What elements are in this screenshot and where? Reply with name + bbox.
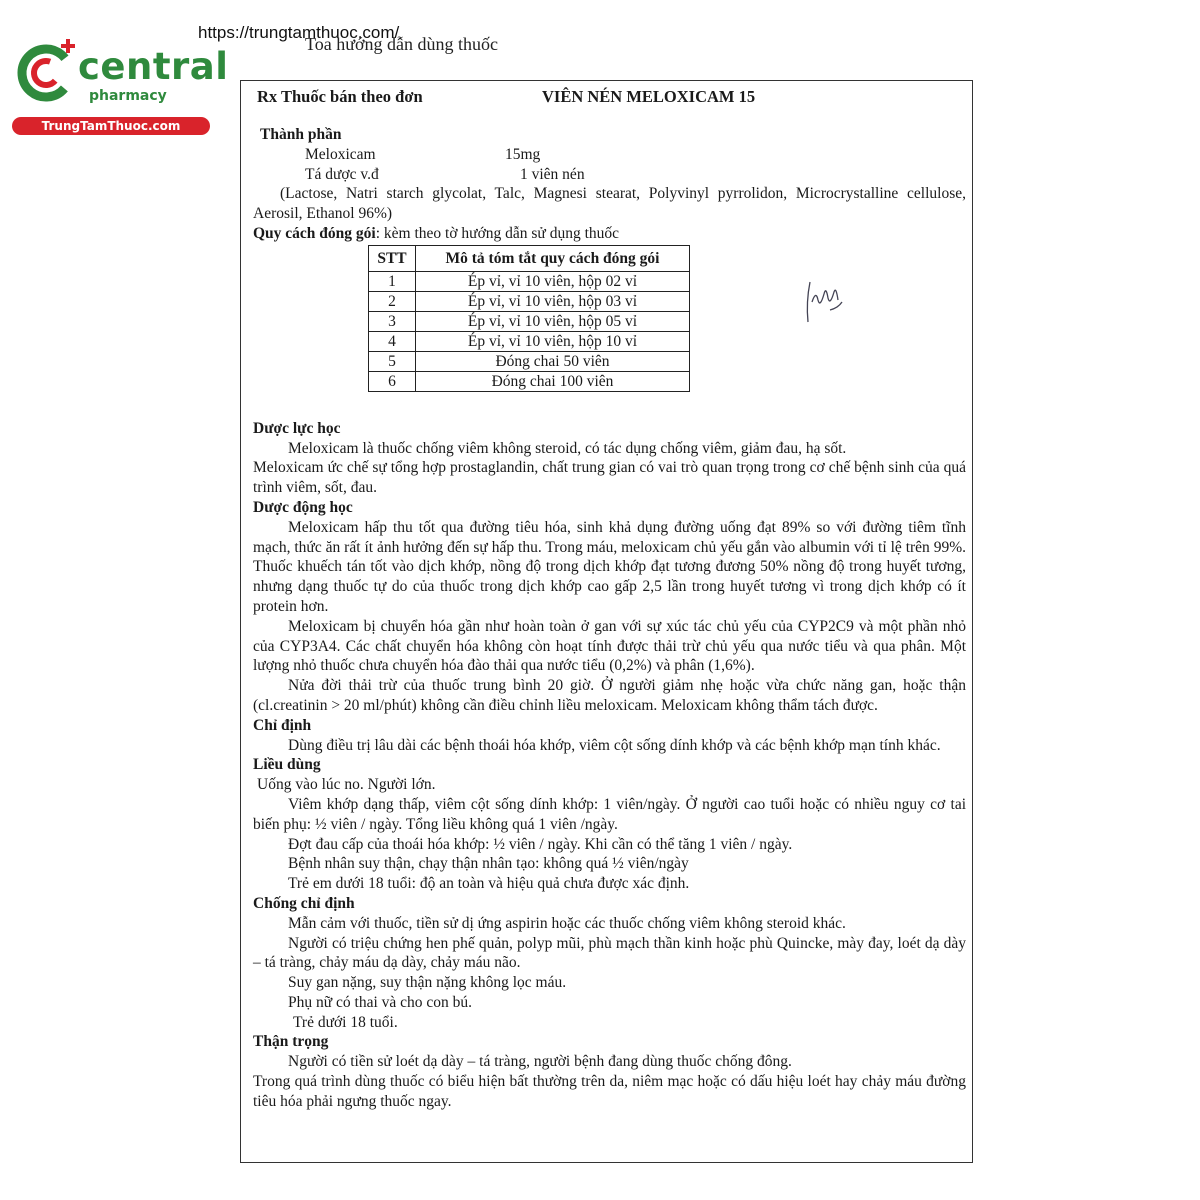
paragraph: Uống vào lúc no. Người lớn. [257, 776, 436, 794]
paragraph: Viêm khớp dạng thấp, viêm cột sống dính khớp: 1 viên/ngày. Ở người cao tuổi hoặc có nhiều nguy cơ tai biến phụ: ½ viên / ngày. Tổng liều không quá 1 viên /ngày. [253, 795, 966, 833]
paragraph: Đợt đau cấp của thoái hóa khớp: ½ viên / ngày. Khi cần có thể tăng 1 viên / ngày. [288, 835, 793, 853]
pharmacodynamics-heading: Dược lực học [253, 419, 341, 437]
paragraph: Trẻ dưới 18 tuổi. [293, 1013, 398, 1031]
paragraph: Meloxicam ức chế sự tổng hợp prostaglandin, chất trung gian có vai trò quan trọng trong cơ chế bệnh sinh của quá trình viêm, sốt, đau. [253, 459, 966, 497]
paragraph: Phụ nữ có thai và cho con bú. [288, 993, 473, 1011]
paragraph: Dùng điều trị lâu dài các bệnh thoái hóa khớp, viêm cột sống dính khớp và các bệnh khớp mạn tính khác. [288, 736, 941, 754]
logo-site-badge: TrungTamThuoc.com [12, 117, 210, 135]
table-row: 3 Ép vỉ, vỉ 10 viên, hộp 05 vỉ [369, 311, 690, 331]
composition-row: Meloxicam 15mg [305, 145, 541, 163]
paragraph: Bệnh nhân suy thận, chạy thận nhân tạo: không quá ½ viên/ngày [288, 855, 689, 873]
paragraph: Nửa đời thải trừ của thuốc trung bình 20 giờ. Ở người giảm nhẹ hoặc vừa chức năng gan, hoặc thận (cl.creatinin > 20 ml/phút) không cần điều chỉnh liều meloxicam. Meloxicam không thẩm tách được. [253, 677, 966, 714]
paragraph: Trong quá trình dùng thuốc có biểu hiện bất thường trên da, niêm mạc hoặc có dấu hiệu loét hay chảy máu đường tiêu hóa phải ngưng thuốc ngay. [253, 1073, 966, 1110]
paragraph: Meloxicam bị chuyển hóa gần như hoàn toàn ở gan với sự xúc tác chủ yếu của CYP2C9 và một phần nhỏ của CYP3A4. Các chất chuyển hóa không còn hoạt tính được thải trừ chủ yếu qua nước tiểu và qua phân. Một lượng nhỏ thuốc chưa chuyển hóa đào thải qua nước tiểu (0,2%) và phân (1,6%). [253, 617, 966, 675]
paragraph: Meloxicam hấp thu tốt qua đường tiêu hóa, sinh khả dụng đường uống đạt 89% so với đường tiêm tĩnh mạch, thức ăn rất ít ảnh hưởng đến sự hấp thu. Trong máu, meloxicam chủ yếu gắn vào albumin với tỉ lệ trên 99%. Thuốc khuếch tán tốt vào dịch khớp, nồng độ trong dịch khớp đạt tương đương 50% nồng độ trong huyết tương, nhưng dạng thuốc tự do của thuốc trong dịch khớp cao gấp 2,5 lần trong huyết tương vì trong dịch khớp có ít protein hơn. [253, 518, 966, 615]
precautions-heading: Thận trọng [253, 1033, 329, 1051]
table-row: 5 Đóng chai 50 viên [369, 351, 690, 371]
table-row: 2 Ép vỉ, vỉ 10 viên, hộp 03 vỉ [369, 291, 690, 311]
dosage-heading: Liều dùng [253, 756, 321, 774]
leaflet-content [253, 125, 966, 1112]
excipients-text: (Lactose, Natri starch glycolat, Talc, Magnesi stearat, Polyvinyl pyrrolidon, Microcrystalline cellulose, Aerosil, Ethanol 96%) [253, 185, 966, 223]
paragraph: Mẫn cảm với thuốc, tiền sử dị ứng aspirin hoặc các thuốc chống viêm không steroid khác. [288, 914, 846, 932]
table-header: STT [369, 245, 416, 271]
paragraph: Người có tiền sử loét dạ dày – tá tràng, người bệnh đang dùng thuốc chống đông. [288, 1053, 792, 1071]
paragraph: Trẻ em dưới 18 tuổi: độ an toàn và hiệu quả chưa được xác định. [288, 875, 690, 893]
logo-subtitle: pharmacy [89, 88, 167, 104]
indications-heading: Chỉ định [253, 716, 312, 734]
paragraph: Meloxicam là thuốc chống viêm không steroid, có tác dụng chống viêm, giảm đau, hạ sốt. [288, 439, 847, 457]
contraindications-heading: Chống chỉ định [253, 894, 355, 912]
product-title: VIÊN NÉN MELOXICAM 15 [542, 87, 756, 106]
source-url[interactable]: https://trungtamthuoc.com/ [198, 23, 400, 42]
composition-row: Tá dược v.đ 1 viên nén [305, 165, 585, 183]
document-heading: Toa hướng dẫn dùng thuốc [305, 34, 498, 54]
table-header: Mô tả tóm tắt quy cách đóng gói [416, 245, 690, 271]
pharmacokinetics-heading: Dược động học [253, 498, 353, 516]
table-row: 6 Đóng chai 100 viên [369, 371, 690, 391]
composition-heading: Thành phần [260, 126, 342, 143]
paragraph: Suy gan nặng, suy thận nặng không lọc máu. [288, 974, 567, 992]
table-row: 1 Ép vỉ, vỉ 10 viên, hộp 02 vỉ [369, 271, 690, 291]
logo-brand: central [78, 45, 229, 88]
paragraph: Người có triệu chứng hen phế quản, polyp mũi, phù mạch thần kinh hoặc phù Quincke, mày đay, loét dạ dày – tá tràng, chảy máu dạ dày, chảy máu não. [253, 934, 966, 972]
packaging-table [368, 245, 690, 392]
packaging-line: Quy cách đóng gói: kèm theo tờ hướng dẫn sử dụng thuốc [253, 224, 620, 242]
table-row: 4 Ép vỉ, vỉ 10 viên, hộp 10 vỉ [369, 331, 690, 351]
rx-label: Rx Thuốc bán theo đơn [257, 87, 423, 106]
